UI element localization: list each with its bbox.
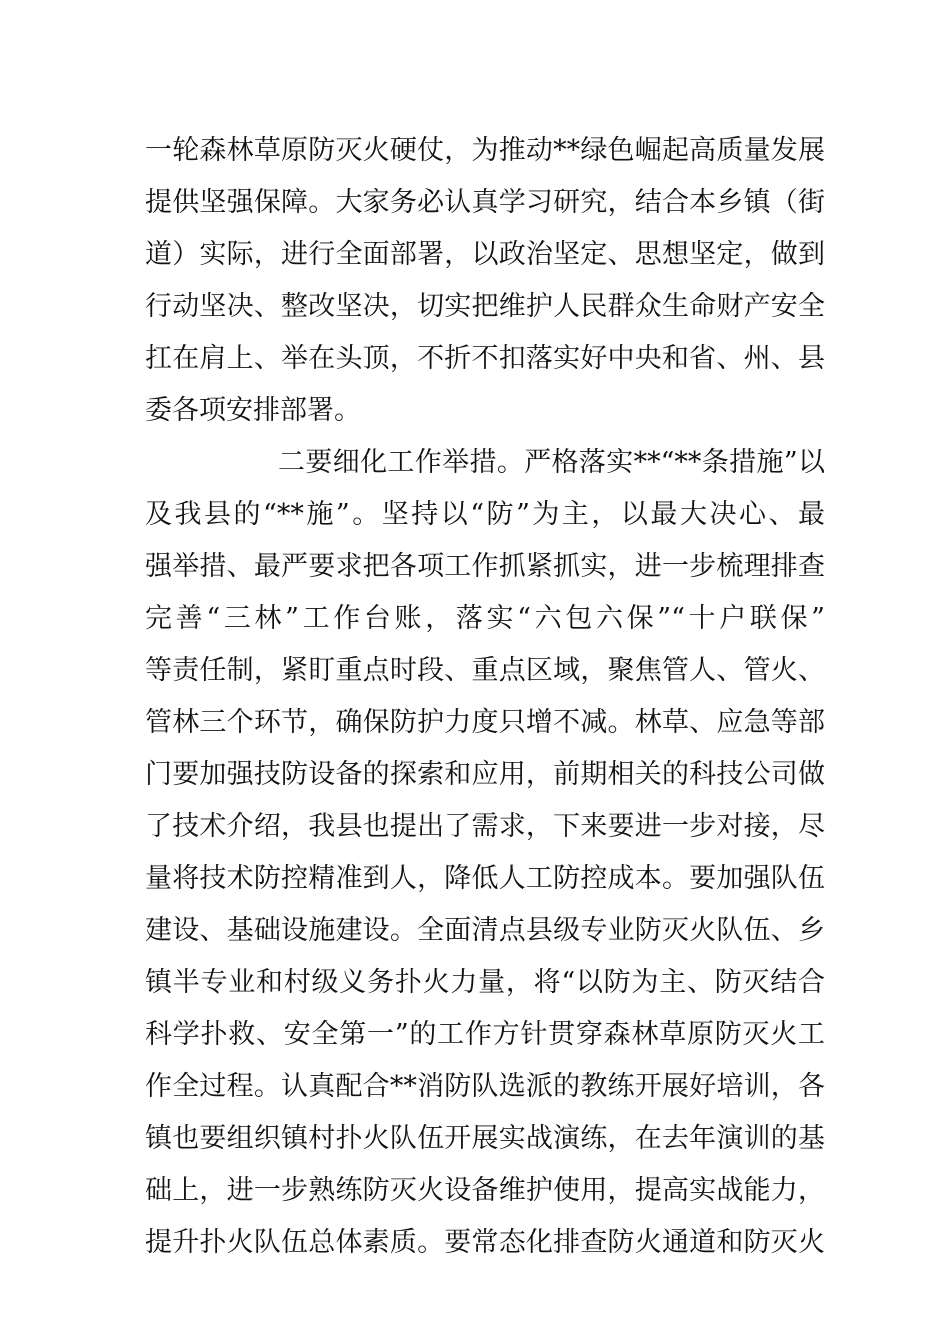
paragraph-line: 委各项安排部署。 (145, 395, 361, 426)
paragraph-line: 强举措、最严要求把各项工作抓紧抓实，进一步梳理排查 (145, 551, 825, 582)
paragraph-line: 等责任制，紧盯重点时段、重点区域，聚焦管人、管火、 (145, 655, 825, 686)
paragraph-line: 及我县的“**施”。坚持以“防”为主，以最大决心、最 (145, 499, 825, 530)
paragraph-line: 了技术介绍，我县也提出了需求，下来要进一步对接，尽 (145, 811, 825, 842)
paragraph-line: 镇半专业和村级义务扑火力量，将“以防为主、防灭结合 (145, 967, 825, 998)
paragraph-line: 镇也要组织镇村扑火队伍开展实战演练，在去年演训的基 (145, 1123, 825, 1154)
paragraph-line: 行动坚决、整改坚决，切实把维护人民群众生命财产安全 (145, 291, 825, 322)
paragraph-line: 提升扑火队伍总体素质。要常态化排查防火通道和防灭火 (145, 1227, 825, 1258)
paragraph-line: 础上，进一步熟练防灭火设备维护使用，提高实战能力， (145, 1175, 825, 1206)
paragraph-line: 道）实际，进行全面部署，以政治坚定、思想坚定，做到 (145, 239, 825, 270)
paragraph-line: 一轮森林草原防灭火硬仗，为推动**绿色崛起高质量发展 (145, 135, 825, 166)
paragraph-line: 提供坚强保障。大家务必认真学习研究，结合本乡镇（街 (145, 187, 825, 218)
paragraph-line: 建设、基础设施建设。全面清点县级专业防灭火队伍、乡 (145, 915, 825, 946)
paragraph-2 (145, 437, 825, 1269)
paragraph-line: 科学扑救、安全第一”的工作方针贯穿森林草原防灭火工 (145, 1019, 825, 1050)
paragraph-line: 量将技术防控精准到人，降低人工防控成本。要加强队伍 (145, 863, 825, 894)
paragraph-line: 完善“三林”工作台账，落实“六包六保”“十户联保” (145, 603, 825, 634)
paragraph-1 (145, 125, 825, 437)
paragraph-line: 作全过程。认真配合**消防队选派的教练开展好培训，各 (145, 1071, 825, 1102)
paragraph-line: 扛在肩上、举在头顶，不折不扣落实好中央和省、州、县 (145, 343, 825, 374)
paragraph-line: 二要细化工作举措。严格落实**“**条措施”以 (278, 447, 825, 478)
paragraph-line: 管林三个环节，确保防护力度只增不减。林草、应急等部 (145, 707, 825, 738)
paragraph-line: 门要加强技防设备的探索和应用，前期相关的科技公司做 (145, 759, 825, 790)
